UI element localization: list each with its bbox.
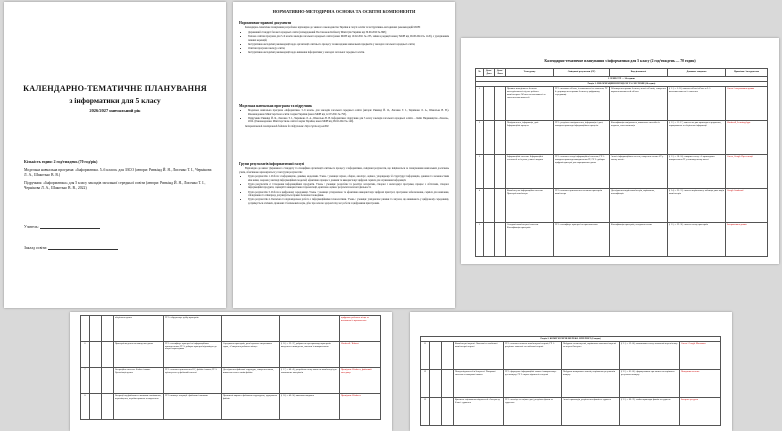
column-header: Дата / Факт — [495, 69, 506, 77]
model-list — [239, 109, 449, 123]
model-heading: Модельна навчальна програма та підручник — [239, 104, 313, 108]
notes: цифрових робочого місця та визначити їх призначення — [340, 316, 381, 342]
notes: Wordwall / Kahoot — [340, 342, 381, 368]
row-number: 13 — [421, 398, 430, 426]
notes: Провідник Windows — [340, 394, 381, 420]
plan-table-section-2 — [420, 336, 721, 426]
planned-date — [484, 189, 495, 223]
planned-date — [90, 368, 102, 394]
activity: Побудова схеми мережі, порівняння локальної мережі та мережі Інтернет — [562, 342, 620, 370]
actual-date — [495, 189, 506, 223]
actual-date — [102, 368, 114, 394]
activity: Дослідження файлової структури, створення папок, вивчення назв та типів файлів — [222, 368, 280, 394]
lesson-topic: Операції над файлами та папками: копіювання, переміщення, перейменування та видалення — [114, 394, 164, 420]
row-number: 8 — [81, 394, 90, 420]
plan-meta — [24, 160, 212, 191]
lesson-topic: Операційна система. Файли і папки. Організація даних — [114, 368, 164, 394]
table-row — [81, 342, 381, 368]
notes: Canva, Google Презентації — [726, 155, 768, 189]
table-row — [421, 342, 721, 370]
homework: § 1.3, с. 18–24, створити схему з 5 прикладами використання ІТ у повсякденному житті — [668, 155, 726, 189]
notes: Canva / інтерактивна дошка — [726, 87, 768, 121]
row-number: 4 — [476, 189, 484, 223]
section-row: Розділ 1. ІНФОРМАЦІЙНІ ПРОЦЕСИ ТА СИСТЕМИ (10 годин) — [476, 82, 768, 87]
normative-section — [239, 21, 449, 55]
plan-table-continued — [80, 315, 381, 420]
lesson-topic: Комп'ютер як інформаційна система. Пристрої комп'ютера — [506, 189, 554, 223]
planned-date — [484, 121, 495, 155]
table-row — [476, 155, 768, 189]
column-header: Дата / Дата — [484, 69, 495, 77]
list-item: • Група результатів 3. Робота в цифровому середовищі. Учень / учениця: усвідомлено та ефективно використовує цифрові пристрої, програмне забезпечення, сервіси для навчання, спілкування та співпраці, дотримується правил безпечної поведінки. — [248, 191, 449, 198]
expected-results: ГР 1: пояснює призначення ОС, файлів і папок; ГР 3: орієнтується у файловій системі — [164, 368, 222, 394]
section-row: Розділ 2. КОМП'ЮТЕРНІ МЕРЕЖІ. ІНТЕРНЕТ (8 годин) — [421, 337, 721, 342]
planned-date — [90, 316, 102, 342]
row-number — [81, 316, 90, 342]
homework: § 2.3, с. 66–70, знайти приклади фактів та суджень — [620, 398, 680, 426]
document-page-table-3 — [410, 312, 732, 431]
planned-date — [90, 394, 102, 420]
normative-intro: Календарно-тематичне планування розроблено відповідно до чинного законодавства України в галузі освіти та інструктивно-методичних рекомендацій МОН: — [245, 26, 421, 30]
homework: § 1.7, с. 40–45, розробити схему папок на комп'ютері для навчальних матеріалів — [280, 368, 340, 394]
plan-year: 2026/2027 навчальний рік — [89, 108, 141, 113]
actual-date — [442, 370, 454, 398]
lesson-topic: Правила поведінки та безпеки життєдіяльності під час роботи з комп'ютером. Об'єкти та властивості та значення властивостей — [506, 87, 554, 121]
table-title: Календарно-тематичне планування з інформатики для 5 класу (2 год/тиждень — 70 годин) — [544, 59, 696, 63]
notes: Canva / Google Малюнки — [680, 342, 721, 370]
lesson-topic: оберігання даних — [114, 316, 164, 342]
lesson-topic: Інформаційні системи. Інформаційні технології та їх роль у житті людини — [506, 155, 554, 189]
homework: § 1.2, с. 11–17, навести по два приклади передавання, опрацювання та зберігання інформації — [668, 121, 726, 155]
groups-heading: Групи результатів інформатичної галузі — [239, 162, 305, 166]
notes: Wordwall, LearningApps — [726, 121, 768, 155]
list-item: • Інструктивно-методичні рекомендації щодо вивчення інформатики у закладах загальної середньої освіти. — [248, 51, 449, 54]
activity — [222, 316, 280, 342]
actual-date — [495, 121, 506, 155]
column-header: Очікувані результати (ГР) — [554, 69, 610, 77]
normative-list — [239, 31, 449, 55]
table-row — [81, 394, 381, 420]
expected-results: ГР 1: пояснює склад інформаційної системи; ГР 3: наводить приклади використання ІТ; ГР 3: добирає цифрові пристрої для опрацювання даних — [554, 155, 610, 189]
semester-row: І СЕМЕСТР — 34 години — [476, 77, 768, 82]
table-row — [81, 368, 381, 394]
groups-intro: Відповідно до вимог Державного стандарту та специфіки організації освітнього процесу з інформатики, очікувані результати, що ініціюються за плануванням навчальних досягнень учнів, обов'язково враховуються у такі групи результатів: — [239, 167, 449, 174]
column-header: Примітки / інструменти — [726, 69, 768, 77]
table-header-row — [476, 69, 768, 77]
expected-results: ГР 3: обґрунтовує добір пристроїв — [164, 316, 222, 342]
activity: Побудова пошукових запитів, порівняння результатів пошуку — [562, 370, 620, 398]
lesson-topic: Складові комп'ютерної системи. Класифікація пристроїв — [506, 223, 554, 257]
document-page-title — [4, 2, 226, 308]
normative-heading: Нормативно-правові документи — [239, 21, 292, 25]
actual-date — [442, 342, 454, 370]
column-header: Тема уроку — [506, 69, 554, 77]
row-number: 1 — [476, 87, 484, 121]
expected-results: ГР 1: пояснює поняття комп'ютерної мережі; ГР 1: розрізняє локальні та глобальні мережі — [504, 342, 562, 370]
model-program-text: Модельна навчальна програма: «Інформатика. 5–6 класи» для ЗЗСО (автори: Ривкінд Й. Я., Лисенко Т. І., Чернікова Л. А., Шакотько В. В.) — [24, 168, 212, 178]
interactive-note: Інтерактивний електронний додаток до підручника: https://grok.org.ua/682 — [245, 124, 329, 128]
expected-results: ГР 1: класифікує пристрої за призначенням — [554, 223, 610, 257]
row-number: 11 — [421, 342, 430, 370]
document-page-table-2 — [70, 312, 392, 431]
actual-date — [442, 398, 454, 426]
row-number: 7 — [81, 368, 90, 394]
planned-date — [484, 87, 495, 121]
expected-results: ГР 3: виконує операції з файлами і папками — [164, 394, 222, 420]
actual-date — [102, 342, 114, 368]
row-number: 6 — [81, 342, 90, 368]
homework: § 2.1, с. 52–60, намалювати схему локальної мережі класу — [620, 342, 680, 370]
expected-results: ГР 1: визначає об'єкти, їх властивості та значення; ГР 4: дотримується правил безпеки у цифровому середовищі — [554, 87, 610, 121]
notes: Провідник Windows, файловий менеджер — [340, 368, 381, 394]
list-item: • Підручник: Ривкінд Й. Я., Лисенко Т. І., Чернікова Л. А., Шакотько В. В. Інформатика: підручник для 5 класу закладів загальної середньої освіти. – Київ: Видавництво «Генеза», 2022. (Рекомендовано Міністерством освіти і науки України, наказ МОН від 08.02.2022 № 140). — [248, 117, 449, 124]
expected-results: ГР 3: пояснює призначення основних пристроїв комп'ютера — [554, 189, 610, 223]
planned-date — [430, 370, 442, 398]
table-row — [476, 87, 768, 121]
hours-text: Кількість годин: 2 год/тиждень (70 год/рік) — [24, 160, 98, 164]
activity: Сортування пристроїв, розв'язування ситуативних задач, «Створення робочого місця» — [222, 342, 280, 368]
actual-date — [495, 87, 506, 121]
column-header: № — [476, 69, 484, 77]
activity: Обговорення правил безпеки, аналіз об'єктів, створення картки властивостей об'єкта — [610, 87, 668, 121]
textbook-text: Підручник: «Інформатика» для 5 класу закладів загальної середньої освіти (автори: Ривкінд Й. Я., Лисенко Т. І., Чернікова Л. А., Шакотько В. В., 2022) — [24, 181, 206, 191]
homework: § 1.6, с. 33–37, добрати по три приклади пристроїв введення та виведення, описати їх використання — [280, 342, 340, 368]
table-row — [476, 223, 768, 257]
row-number: 12 — [421, 370, 430, 398]
activity: Аналіз прикладів, розрізнення фактів та суджень — [562, 398, 620, 426]
planned-date — [484, 155, 495, 189]
actual-date — [495, 223, 506, 257]
table-row — [421, 370, 721, 398]
activity: Аналіз інформаційних систем, створення схеми «ІТ у моєму житті» — [610, 155, 668, 189]
notes: Інтернет-ресурси — [680, 398, 721, 426]
homework — [280, 316, 340, 342]
table-row — [421, 398, 721, 426]
row-number: 2 — [476, 121, 484, 155]
notes: Пошукова система — [680, 370, 721, 398]
notes: Інтерактивна дошка — [726, 223, 768, 257]
normative-title: НОРМАТИВНО-МЕТОДИЧНА ОСНОВА ТА ОСВІТНІ КОМПОНЕНТИ — [272, 9, 416, 14]
list-item: • Типова освітня програма для 5–9 класів закладів загальної середньої освіти (наказ МОН від 19.02.2021 № 235, зміни в редакції наказу МОН від 09.08.2024 № 1120), з урахуванням чинних корекцій; — [248, 35, 449, 42]
activity: Класифікація пристроїв, складання схеми — [610, 223, 668, 257]
lesson-topic: Комп'ютерні мережі. Локальні та глобальні комп'ютерні мережі — [454, 342, 504, 370]
model-section — [239, 104, 449, 129]
groups-section — [239, 162, 449, 206]
teacher-line: Учитель: — [24, 224, 100, 229]
activity: Дослідження видів комп'ютерів, порівняння, класифікація — [610, 189, 668, 223]
document-page-normative — [233, 2, 455, 308]
list-item: • Освітня програма закладу освіти; — [248, 47, 449, 50]
lesson-topic: Критичне оцінювання відомостей з Інтернету. Факт і судження — [454, 398, 504, 426]
list-item: • Група результатів 1. Робота з інформацією, даними, моделями. Учень / учениця: шукає, обирає, аналізує, оцінює, упорядковує й структурує інформацію, даними та залежностями між ними, зокрема у вигляді інформаційних моделей; ефективно працює з даними та використовує цифрові сервіси для отримання інформації. — [248, 175, 449, 182]
list-item: • Інструктивно-методичні рекомендації щодо організації освітнього процесу та викладання навчальних предметів у закладах загальної середньої освіти; — [248, 43, 449, 46]
groups-list — [239, 175, 449, 205]
list-item: • Група результатів 4. Безпечна та відповідальна робота з інформаційними технологіями. Учень / учениця: усвідомлює ризики та загрози, що виникають у цифровому середовищі, дотримується етичних, правових і безпекових норм, дбає про власне здоров'я під час роботи з цифровими пристроями. — [248, 198, 449, 205]
planned-date — [90, 342, 102, 368]
expected-results: ГР 1: класифікує пристрої за інформаційним призначенням; ГР 3: добирає пристрої відповідно до потреб користувача — [164, 342, 222, 368]
row-number: 3 — [476, 155, 484, 189]
plan-subject: з інформатики для 5 класу — [69, 96, 161, 105]
list-item: • Державний стандарт базової середньої освіти (затверджений Постановою Кабінету Міністрів України від 30.09.2020 № 898); — [248, 31, 449, 34]
activity: Класифікація повідомлень, виконання способів їх подання, систематизація — [610, 121, 668, 155]
planned-date — [430, 342, 442, 370]
lesson-topic: Пристрої введення та виведення даних — [114, 342, 164, 368]
list-item: • Група результатів 2. Створення інформаційних продуктів. Учень / учениця: розробляє та реалізує алгоритми, створює і налагоджує програми, працює з об'єктами, створює інформаційні продукти, сценарії їх використання і презентації, критично оцінює результати власної діяльності. — [248, 183, 449, 190]
plan-table — [475, 68, 768, 257]
table-row — [476, 121, 768, 155]
expected-results: ГР 1: аналізує та оцінює дані, розрізняє факти та судження — [504, 398, 562, 426]
homework: § 1.5, с. 32–36, скласти схему пристроїв — [668, 223, 726, 257]
row-number: 5 — [476, 223, 484, 257]
document-page-table-1 — [461, 38, 779, 264]
lesson-topic: Повідомлення, інформація, дані. Інформаційні процеси — [506, 121, 554, 155]
homework: § 1.4, с. 25–31, скласти порівняльну таблицю двох видів комп'ютерів — [668, 189, 726, 223]
list-item: • Модельна навчальна програма «Інформатика. 5–6 класи» для закладів загальної середньої освіти (автори: Ривкінд Й. Я., Лисенко Т. І., Чернікова Л. А., Шакотько В. В.). Рекомендовано Міністерством освіти і науки України (наказ МОН від 12.07.2021 № 795). — [248, 109, 449, 116]
homework: § 1.1, с. 5–10, описати об'єкті об'єкт за 3–5 властивостями та їх значення — [668, 87, 726, 121]
plan-title: КАЛЕНДАРНО-ТЕМАТИЧНЕ ПЛАНУВАННЯ — [23, 84, 207, 93]
column-header: Вид діяльності — [610, 69, 668, 77]
expected-results: ГР 1: розрізняє повідомлення, інформацію і дані; наводить приклади інформаційних процесів — [554, 121, 610, 155]
activity: Практичні вправи з файловою структурою, групування файлів — [222, 394, 280, 420]
actual-date — [495, 155, 506, 189]
planned-date — [430, 398, 442, 426]
actual-date — [102, 316, 114, 342]
school-line: Заклад освіти: — [24, 245, 118, 250]
planned-date — [484, 223, 495, 257]
table-row — [476, 189, 768, 223]
column-header: Домашнє завдання — [668, 69, 726, 77]
expected-results: ГР 1: формулює інформаційні запити і використовує для пошуку; ГР 3: шукає відомості в мережі — [504, 370, 562, 398]
table-row — [81, 316, 381, 342]
homework: § 2.2, с. 61–66, сформулювати три запити та порівняти результати пошуку — [620, 370, 680, 398]
lesson-topic: Пошук відомостей в Інтернеті. Пошукові системи та пошукові запити — [454, 370, 504, 398]
notes: Google Jamboard — [726, 189, 768, 223]
homework: § 1.8, с. 46–50, виконати завдання — [280, 394, 340, 420]
actual-date — [102, 394, 114, 420]
